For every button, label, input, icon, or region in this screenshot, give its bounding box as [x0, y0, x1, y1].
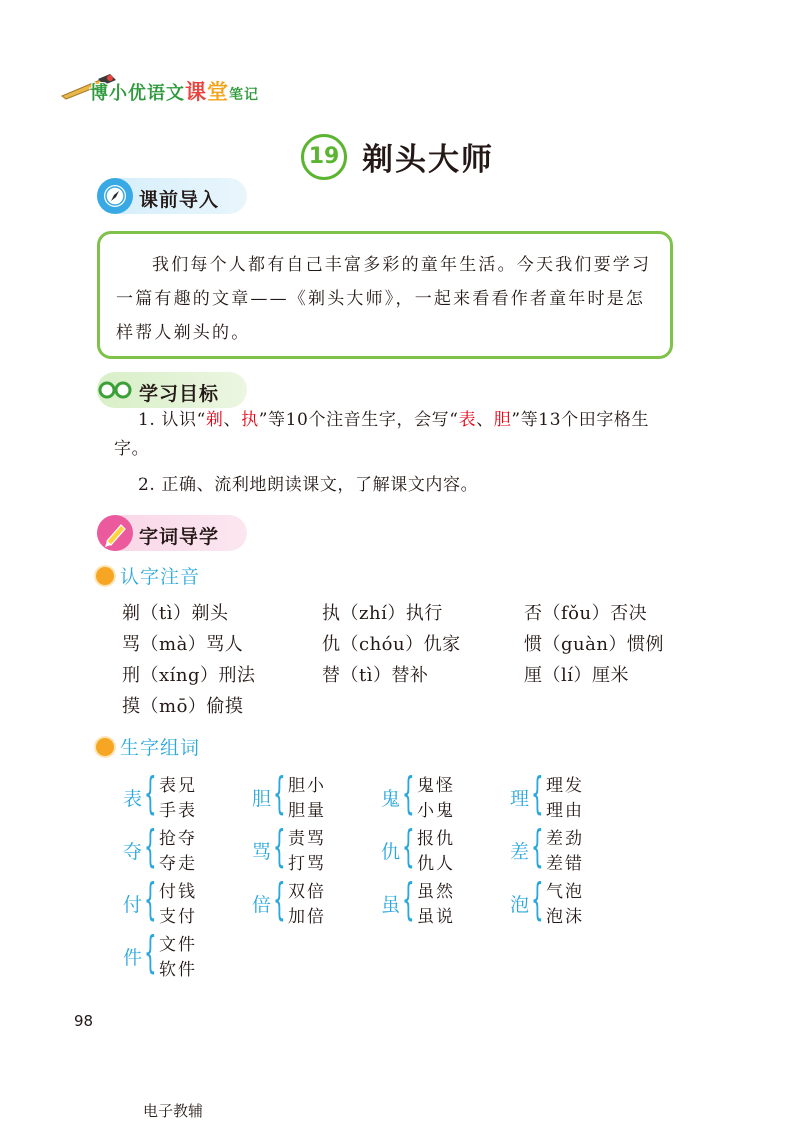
- goal-item-1: 1. 认识“剃、执”等10个注音生字，会写“表、胆”等13个田字格生字。: [114, 410, 650, 459]
- word-group: 付 { 付钱 支付: [123, 874, 197, 927]
- lesson-number: 19: [301, 134, 347, 180]
- word-group: 件 { 文件 软件: [123, 927, 197, 980]
- pinyin-item: 厘（lí）厘米: [524, 665, 630, 686]
- sun-icon: [96, 738, 114, 756]
- section-header-goals: [97, 372, 247, 408]
- subsection-compose: 生字组词: [96, 733, 200, 760]
- pencil-icon: [97, 515, 133, 551]
- goal-item-2: 2. 正确、流利地朗读课文，了解课文内容。: [138, 475, 479, 495]
- word-group: 差 { 差劲 差错: [510, 821, 584, 874]
- pinyin-item: 执（zhí）执行: [322, 603, 443, 624]
- compass-icon: [97, 178, 133, 214]
- pinyin-item: 剃（tì）剃头: [122, 603, 229, 624]
- pinyin-item: 惯（guàn）惯例: [524, 634, 664, 655]
- word-group: 理 { 理发 理由: [510, 768, 584, 821]
- section-header-words: [97, 515, 247, 551]
- word-group: 夺 { 抢夺 夺走: [123, 821, 197, 874]
- pinyin-item: 摸（mō）偷摸: [122, 696, 244, 717]
- section-label: 学习目标: [139, 383, 220, 405]
- word-group: 仇 { 报仇 仇人: [381, 821, 455, 874]
- sun-icon: [96, 567, 114, 585]
- header-logo: [60, 66, 320, 106]
- section-label: 字词导学: [139, 526, 220, 548]
- word-group: 胆 { 胆小 胆量: [252, 768, 326, 821]
- word-group: 表 { 表兄 手表: [123, 768, 197, 821]
- word-group: 虽 { 虽然 虽说: [381, 874, 455, 927]
- word-group: 鬼 { 鬼怪 小鬼: [381, 768, 455, 821]
- page-number: 98: [74, 1012, 94, 1030]
- intro-box: [97, 231, 673, 359]
- pinyin-item: 仇（chóu）仇家: [322, 634, 461, 655]
- subsection-recognize: 认字注音: [96, 562, 200, 589]
- word-group: 倍 { 双倍 加倍: [252, 874, 326, 927]
- word-group: 泡 { 气泡 泡沫: [510, 874, 584, 927]
- section-header-intro: [97, 178, 247, 214]
- pinyin-item: 刑（xíng）刑法: [122, 665, 256, 686]
- pinyin-item: 否（fǒu）否决: [524, 603, 648, 624]
- word-group: 骂 { 责骂 打骂: [252, 821, 326, 874]
- section-label: 课前导入: [139, 189, 220, 211]
- page-title: 剃头大师: [362, 142, 494, 178]
- pinyin-item: 骂（mà）骂人: [122, 634, 244, 655]
- footer-text: 电子教辅: [143, 1102, 204, 1120]
- logo-text: 博小优语文课堂笔记: [90, 80, 259, 104]
- intro-text: 我们每个人都有自己丰富多彩的童年生活。今天我们要学习一篇有趣的文章——《剃头大师》，一起来看看作者童年时是怎样帮人剃头的。: [116, 255, 652, 343]
- glasses-icon: [97, 372, 133, 408]
- pinyin-item: 替（tì）替补: [322, 665, 429, 686]
